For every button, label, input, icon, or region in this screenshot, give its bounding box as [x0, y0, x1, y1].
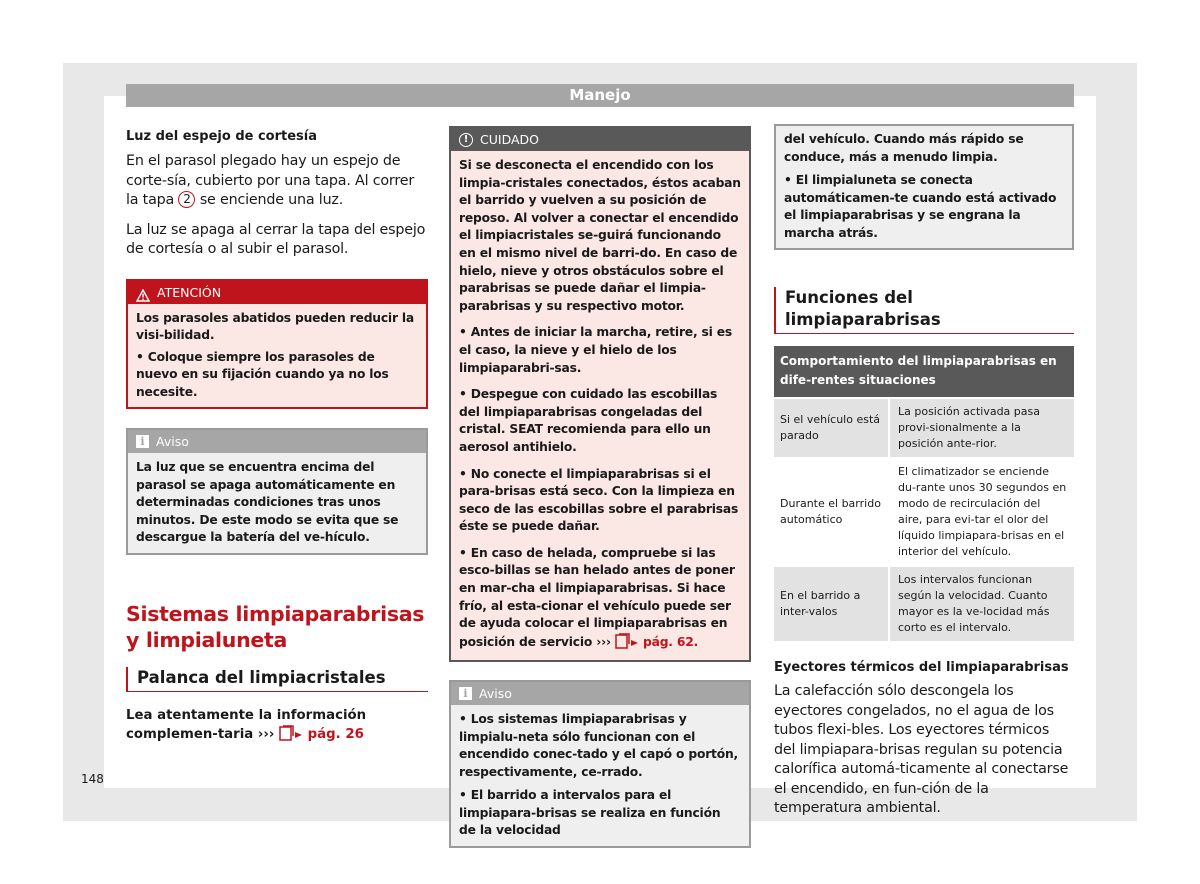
caution-header: [451, 128, 749, 151]
warning-box: [126, 279, 428, 410]
paragraph-heated-jets: La calefacción sólo descongela los eyectores congelados, no el agua de los tubos flexi-bles. Los eyectores térmicos del limpiapara-brisas regulan su potencia calorífica automá-ticamente al conectarse el encendido, en fun-ción de la temperatura ambiental.: [774, 683, 1069, 816]
table-row: [774, 459, 1074, 565]
subheading-courtesy-mirror: Luz del espejo de cortesía: [126, 129, 318, 144]
caution-bullet-2: • Despegue con cuidado las escobillas del limpiaparabrisas congeladas del cristal. SEAT recomienda para ello un aerosol antihielo.: [459, 387, 718, 454]
section-title: Sistemas limpiaparabrisas y limpialuneta: [126, 601, 425, 652]
subsection-title: Palanca del limpiacristales: [126, 667, 428, 692]
note-header: [128, 430, 426, 453]
section-title-wiper-functions: Funciones del limpiaparabrisas: [774, 287, 1074, 334]
caution-bullet-1: • Antes de iniciar la marcha, retire, si es el caso, la nieve y el hielo de los limpiaparabri-sas.: [459, 325, 732, 375]
note-label: Aviso: [156, 434, 189, 449]
caution-label: CUIDADO: [480, 132, 539, 147]
table-cell-behavior: La posición activada pasa provi-sionalmente a la posición ante-rior.: [890, 399, 1074, 457]
warning-triangle-icon: [136, 286, 150, 299]
note-header: [451, 682, 749, 705]
caution-bullet-4: • En caso de helada, compruebe si las esco-billas se han helado antes de poner en mar-cha el limpiaparabrisas. Si hace frío, al esta-cionar el vehículo puede ser de ayuda colocar el limpiaparabrisas en posición de servicio ››› pág. 62.: [459, 545, 741, 655]
warning-header: [128, 281, 426, 304]
table-cell-situation: Durante el barrido automático: [774, 459, 888, 565]
caution-text: Si se desconecta el encendido con los limpia-cristales conectados, éstos acaban el barrido y vuelven a su posición de reposo. Al volver a conectar el encendido el limpiacristales se-guirá funcionando en el mismo nivel de barri-do. En caso de hielo, nieve y otros obstáculos sobre el parabrisas se puede dañar el limpia-parabrisas y su respectivo motor.: [459, 158, 741, 313]
note-box-wipers: [449, 680, 751, 848]
table-cell-behavior: El climatizador se enciende du-rante unos 30 segundos en modo de recirculación del aire, para evi-tar el olor del líquido limpiapara-brisas en el interior del vehículo.: [890, 459, 1074, 565]
table-cell-behavior: Los intervalos funcionan según la velocidad. Cuanto mayor es la ve-locidad más corto es el intervalo.: [890, 567, 1074, 641]
note-box: [126, 428, 428, 555]
chapter-header: Manejo: [126, 84, 1074, 107]
info-icon: i: [136, 435, 149, 448]
behavior-table: [774, 346, 1074, 641]
paragraph-mirror: En el parasol plegado hay un espejo de corte-sía, cubierto por una tapa. Al correr la tapa 2 se enciende una luz.: [126, 153, 414, 208]
warning-text: Los parasoles abatidos pueden reducir la visi-bilidad.: [136, 310, 415, 342]
paragraph-light-off: La luz se apaga al cerrar la tapa del espejo de cortesía o al subir el parasol.: [126, 221, 426, 257]
caution-page-link[interactable]: pág. 62.: [643, 634, 699, 649]
table-row: [774, 567, 1074, 641]
reference-page-link[interactable]: pág. 26: [307, 726, 364, 742]
table-header: Comportamiento del limpiaparabrisas en dife-rentes situaciones: [774, 346, 1074, 397]
column-right: [774, 124, 1074, 819]
column-middle: [449, 126, 751, 848]
caution-exclamation-icon: !: [459, 133, 473, 147]
column-left: [126, 124, 428, 747]
note-label: Aviso: [479, 686, 512, 702]
caution-box: [449, 126, 751, 662]
continuation-text: del vehículo. Cuando más rápido se conduce, más a menudo limpia.: [784, 132, 1024, 164]
note-bullet-2: • El barrido a intervalos para el limpiapara-brisas se realiza en función de la velocidad: [459, 788, 721, 838]
info-icon: i: [459, 687, 472, 700]
table-cell-situation: Si el vehículo está parado: [774, 399, 888, 457]
note-bullet-1: • Los sistemas limpiaparabrisas y limpialu-neta sólo funcionan con el encendido conec-tado y el capó o portón, respectivamente, ce-rrado.: [459, 712, 739, 779]
reference-text: Lea atentamente la información complemen-taria ››› pág. 26: [126, 706, 428, 747]
continuation-bullet: • El limpialuneta se conecta automáticamen-te cuando está activado el limpiaparabrisas y se engrana la marcha atrás.: [784, 173, 1057, 240]
warning-bullet: • Coloque siempre los parasoles de nuevo en su fijación cuando ya no los necesite.: [136, 349, 389, 399]
table-cell-situation: En el barrido a inter-valos: [774, 567, 888, 641]
note-continuation-box: [774, 124, 1074, 250]
table-row: [774, 399, 1074, 457]
page-number: 148: [81, 772, 104, 786]
book-reference-icon: [279, 725, 303, 747]
callout-number: 2: [178, 191, 195, 208]
subheading-heated-jets: Eyectores térmicos del limpiaparabrisas: [774, 660, 1069, 675]
book-reference-icon: [615, 633, 639, 655]
caution-bullet-3: • No conecte el limpiaparabrisas si el para-brisas está seco. Con la limpieza en seco de las escobillas sobre el parabrisas éste se puede dañar.: [459, 466, 739, 534]
note-text: La luz que se encuentra encima del parasol se apaga automáticamente en determinadas condiciones tras unos minutos. De este modo se evita que se descargue la batería del ve-hículo.: [128, 453, 426, 553]
warning-label: ATENCIÓN: [157, 284, 222, 300]
